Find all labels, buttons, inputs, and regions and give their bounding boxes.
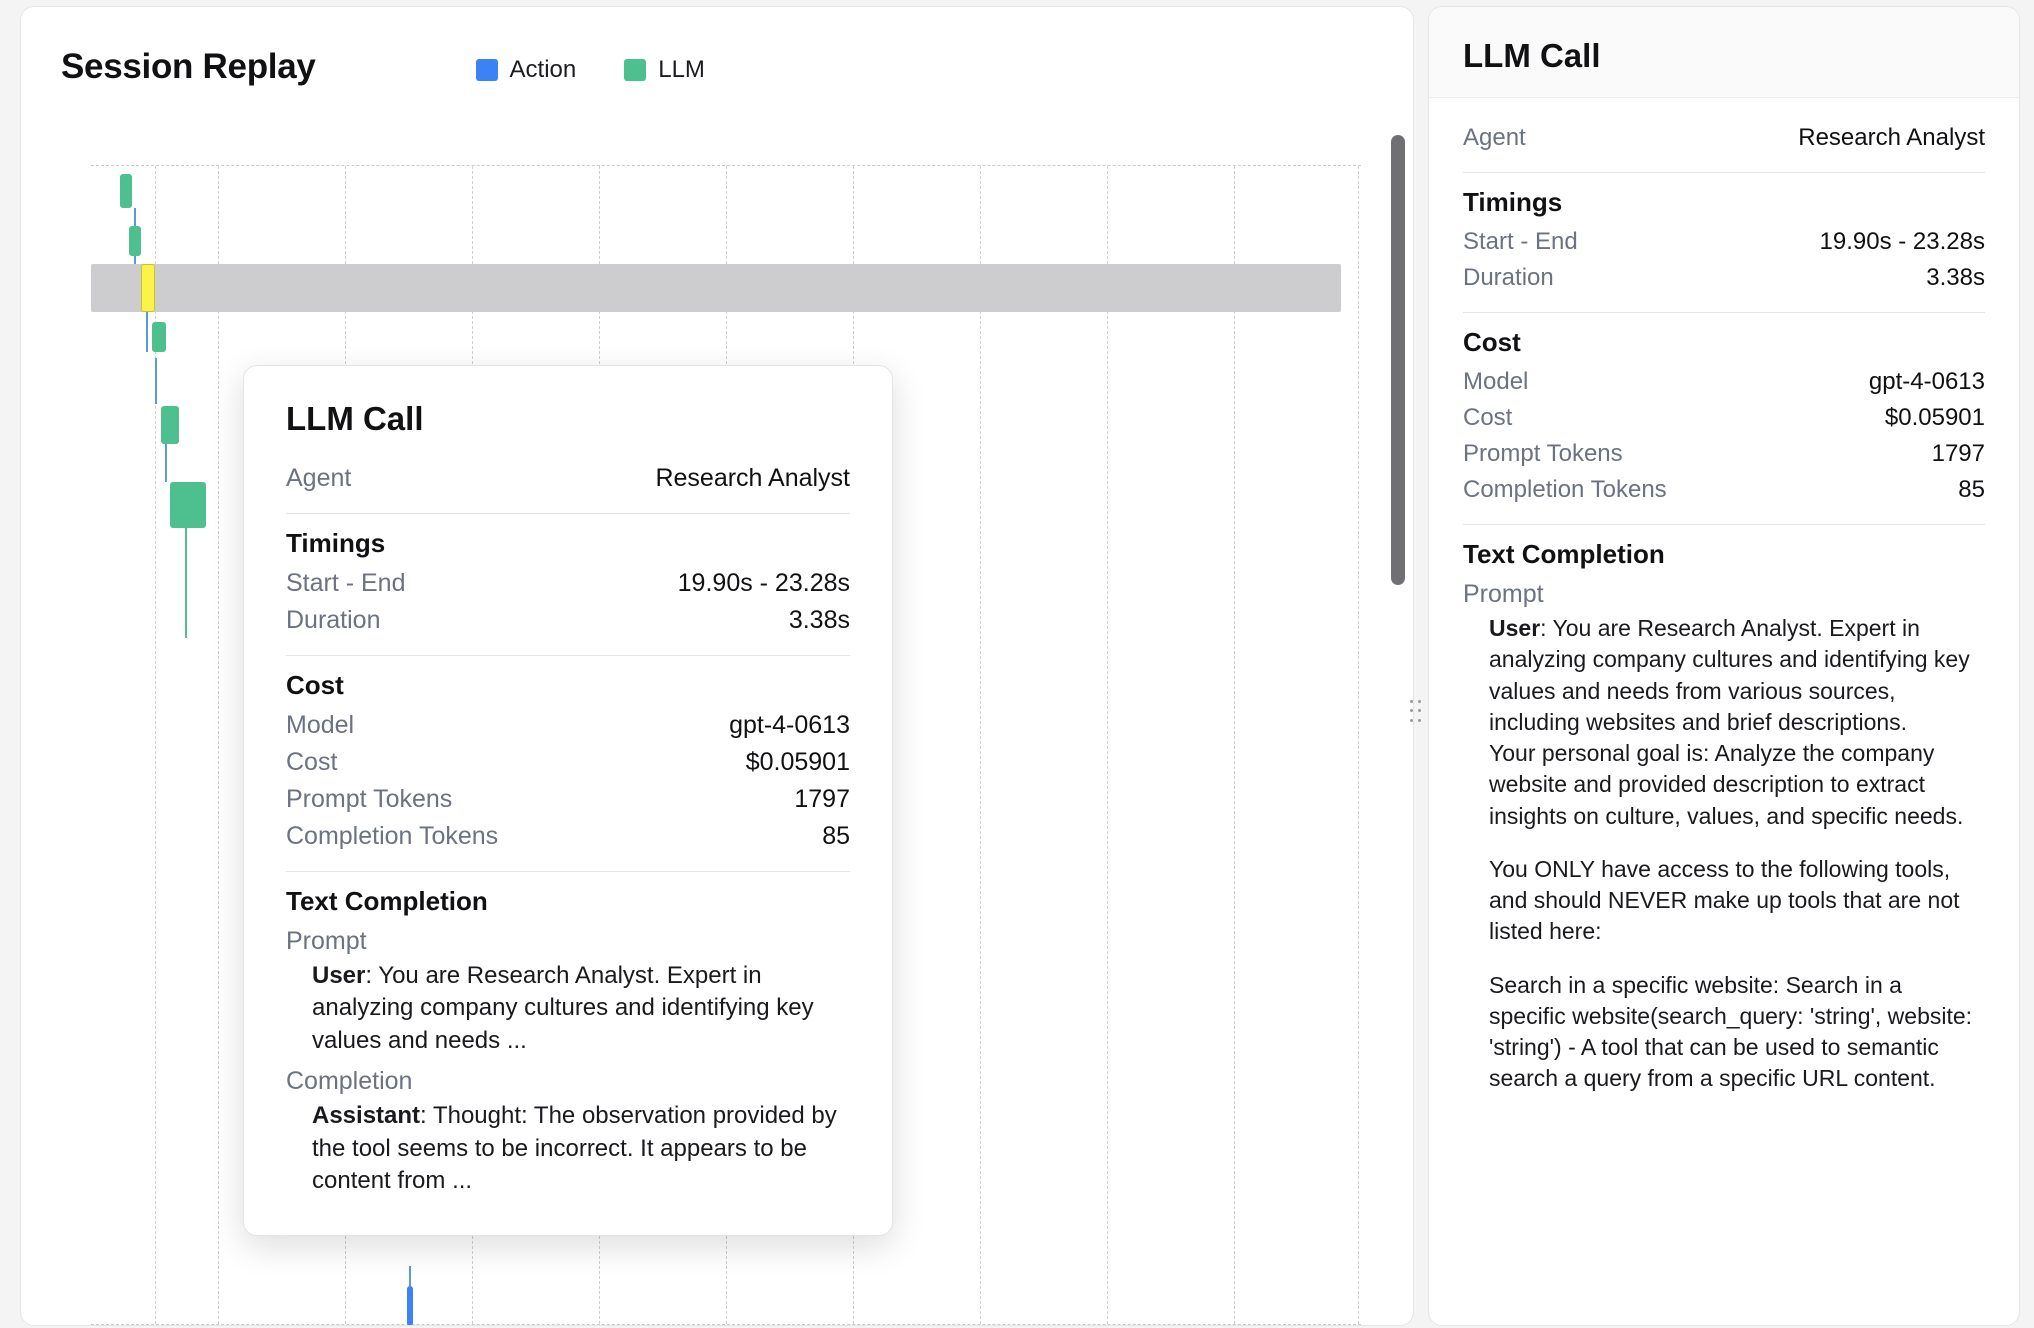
tooltip-start-end-key: Start - End [286,569,406,597]
tooltip-prompt-message [286,960,850,1057]
details-completion-tokens-value: 85 [1958,476,1985,503]
timeline-bar-llm[interactable] [120,174,132,208]
details-title: LLM Call [1463,37,1601,74]
tooltip-agent-value: Research Analyst [655,464,850,492]
divider [1463,312,1985,313]
tooltip-text-completion-heading: Text Completion [286,886,488,916]
details-prompt-paragraph-3: You ONLY have access to the following tools, and should NEVER make up tools that are not listed here: [1489,855,1960,945]
tooltip-model-row [286,707,850,744]
vertical-scrollbar[interactable] [1391,135,1405,1285]
tooltip-duration-key: Duration [286,606,381,634]
timeline-bar-llm[interactable] [161,406,179,444]
details-duration-key: Duration [1463,264,1554,291]
timeline-connector [185,528,187,638]
tooltip-start-end-value: 19.90s - 23.28s [677,569,850,597]
tooltip-title: LLM Call [286,400,424,437]
square-swatch-icon [624,59,646,81]
details-prompt-role: User [1489,615,1541,641]
legend-item-llm[interactable] [624,56,705,84]
handle-dot [1418,700,1421,703]
details-duration-row [1463,260,1985,296]
details-agent-key: Agent [1463,124,1526,151]
llm-call-tooltip [243,365,893,1236]
tooltip-completion-tokens-row [286,818,850,855]
details-cost-heading: Cost [1463,327,1521,357]
tooltip-model-key: Model [286,711,355,739]
divider [286,871,850,872]
details-prompt-message [1463,613,1985,832]
page-title: Session Replay [61,47,316,86]
timeline-bar-selected[interactable] [141,264,155,312]
details-agent-row [1463,120,1985,156]
tooltip-prompt-tokens-row [286,781,850,818]
gridline [1234,166,1235,1324]
details-prompt-paragraph-1: : You are Research Analyst. Expert in analyzing company cultures and identifying key values and needs from various sources, including websites and brief descriptions. [1489,615,1970,735]
tooltip-cost-key: Cost [286,748,338,776]
gridline [980,166,981,1324]
details-start-end-value: 19.90s - 23.28s [1819,228,1985,255]
panel-resize-handle[interactable] [1410,700,1424,726]
square-swatch-icon [476,59,498,81]
tooltip-completion-tokens-key: Completion Tokens [286,822,499,850]
tooltip-agent-key: Agent [286,464,352,492]
details-header [1429,7,2019,98]
tooltip-prompt-label: Prompt [286,927,367,955]
details-cost-key: Cost [1463,404,1513,431]
details-start-end-key: Start - End [1463,228,1578,255]
details-prompt-tokens-row [1463,436,1985,472]
tooltip-completion-text: : Thought: The observation provided by the tool seems to be incorrect. It appears to be content from ... [312,1102,837,1194]
legend-item-action[interactable] [476,56,577,84]
timeline-bar-llm[interactable] [129,226,141,256]
panel-header [21,7,1413,87]
legend-label-llm: LLM [658,56,705,83]
divider [1463,524,1985,525]
tooltip-duration-value: 3.38s [788,606,850,634]
details-prompt-paragraph-4: Search in a specific website: Search in a specific website(search_query: 'string', website: 'string') - A tool that can be used to semantic search a query from a specific URL content. [1489,971,1973,1092]
timeline-connector [155,358,157,404]
handle-dot [1418,709,1421,712]
details-duration-value: 3.38s [1926,264,1985,291]
timeline-connector [165,442,167,482]
gridline [1358,166,1359,1324]
tooltip-agent-row [286,460,850,497]
timeline-bar-action[interactable] [407,1286,413,1326]
details-model-row [1463,364,1985,400]
details-prompt-label: Prompt [1463,580,1544,608]
divider [286,655,850,656]
details-cost-row [1463,400,1985,436]
tooltip-start-end-row [286,565,850,602]
handle-dot [1410,719,1413,722]
llm-call-details-panel [1428,6,2020,1326]
timeline-bar-llm[interactable] [170,482,206,528]
tooltip-cost-row [286,744,850,781]
tooltip-completion-message [286,1100,850,1197]
tooltip-timings-heading: Timings [286,528,386,558]
gridline [218,166,219,1324]
details-prompt-tokens-key: Prompt Tokens [1463,440,1623,467]
timeline-connector [146,312,148,352]
details-start-end-row [1463,224,1985,260]
tooltip-model-value: gpt-4-0613 [729,711,850,739]
details-cost-value: $0.05901 [1884,404,1985,431]
legend-label-action: Action [509,56,577,83]
tooltip-completion-role: Assistant [312,1102,421,1130]
timeline-bar-llm[interactable] [152,322,166,352]
tooltip-cost-heading: Cost [286,670,344,700]
tooltip-completion-tokens-value: 85 [822,822,850,850]
scrollbar-thumb[interactable] [1391,135,1405,585]
handle-dot [1410,700,1413,703]
details-completion-tokens-key: Completion Tokens [1463,476,1667,503]
handle-dot [1418,719,1421,722]
details-prompt-tokens-value: 1797 [1931,440,1985,467]
session-replay-panel [20,6,1414,1326]
legend [476,56,705,84]
details-body[interactable] [1429,98,2019,1320]
tooltip-duration-row [286,602,850,639]
tooltip-prompt-text: : You are Research Analyst. Expert in analyzing company cultures and identifying key values and needs ... [312,962,814,1054]
details-text-completion-heading: Text Completion [1463,539,1665,569]
details-agent-value: Research Analyst [1798,124,1985,151]
tooltip-completion-label: Completion [286,1067,413,1096]
timeline-row-background [91,264,1341,312]
details-model-value: gpt-4-0613 [1868,368,1985,395]
details-prompt-paragraph-2: Your personal goal is: Analyze the company website and provided description to extract insights on culture, values, and specific needs. [1489,740,1964,829]
divider [286,513,850,514]
details-model-key: Model [1463,368,1529,395]
details-completion-tokens-row [1463,472,1985,508]
tooltip-cost-value: $0.05901 [745,748,850,776]
gridline [1107,166,1108,1324]
divider [1463,172,1985,173]
details-timings-heading: Timings [1463,187,1563,217]
handle-dot [1410,709,1413,712]
tooltip-prompt-tokens-key: Prompt Tokens [286,785,453,813]
tooltip-prompt-role: User [312,962,366,989]
tooltip-prompt-tokens-value: 1797 [794,785,850,813]
